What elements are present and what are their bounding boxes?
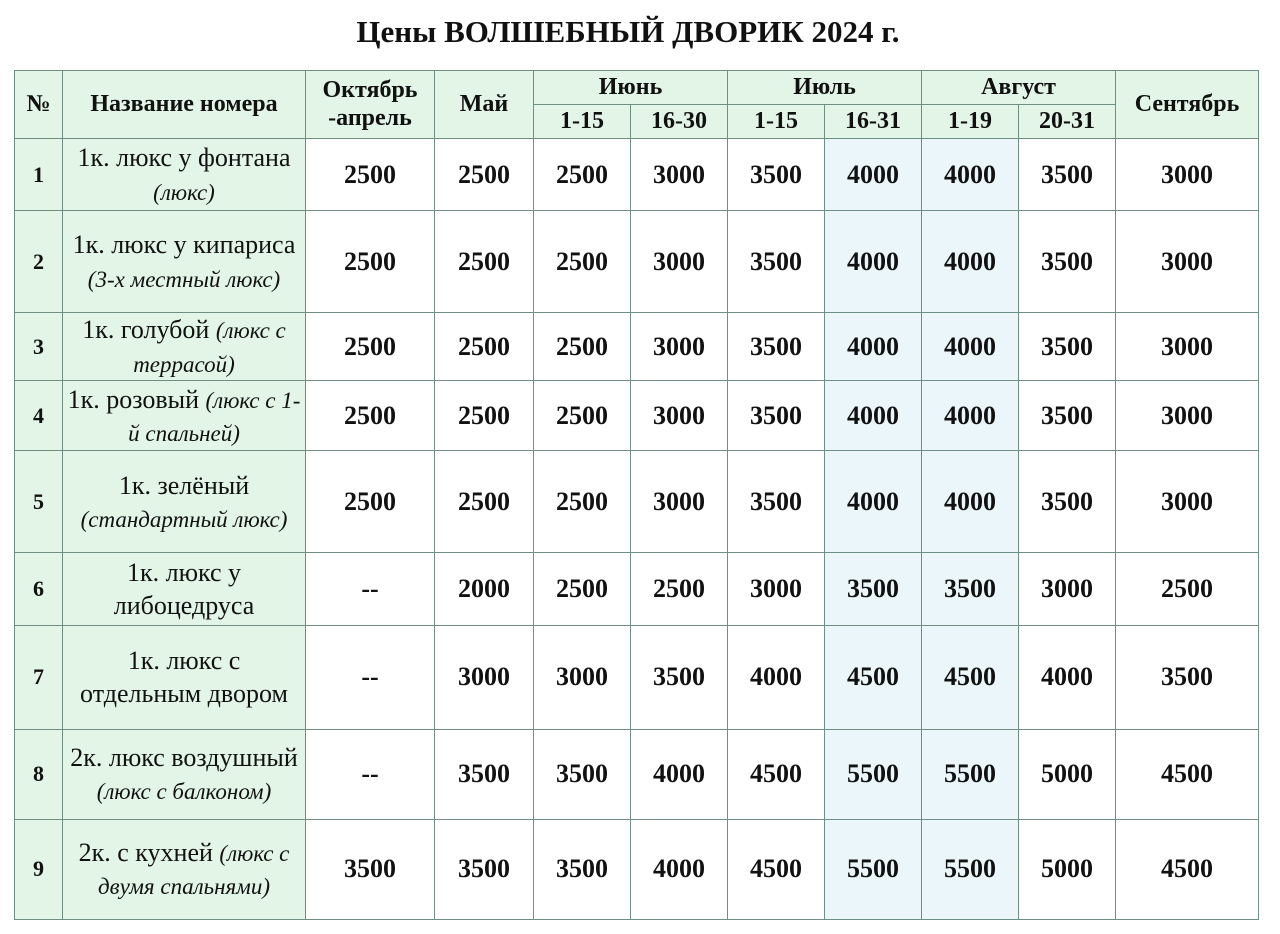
price-cell: 3500 — [1019, 451, 1116, 553]
price-cell: 2500 — [435, 211, 534, 313]
price-cell: 2500 — [534, 553, 631, 625]
room-name: 1к. голубой — [82, 315, 210, 345]
price-cell: 2500 — [435, 313, 534, 381]
price-cell: -- — [306, 729, 435, 819]
price-cell: 5500 — [922, 729, 1019, 819]
price-cell: 3000 — [631, 211, 728, 313]
room-name: 1к. люкс у фонтана — [77, 143, 291, 173]
room-note: (люкс с террасой) — [133, 318, 286, 377]
table-row — [15, 729, 1259, 819]
price-cell: 3000 — [1116, 381, 1259, 451]
price-cell: 2500 — [306, 451, 435, 553]
price-cell: 3000 — [728, 553, 825, 625]
price-cell: 3500 — [435, 819, 534, 919]
header-aug-1-19: 1-19 — [922, 105, 1019, 139]
table-row — [15, 819, 1259, 919]
price-cell: 4500 — [728, 819, 825, 919]
price-cell: 4000 — [825, 451, 922, 553]
row-number: 8 — [15, 729, 63, 819]
row-number: 1 — [15, 139, 63, 211]
header-room-name: Название номера — [63, 71, 306, 139]
header-june-16-30: 16-30 — [631, 105, 728, 139]
price-cell: 2500 — [435, 139, 534, 211]
price-table-body — [15, 139, 1259, 920]
room-name: 1к. зелёный — [118, 470, 250, 500]
price-cell: 3000 — [1019, 553, 1116, 625]
room-name: 2к. с кухней — [78, 838, 213, 868]
header-july-16-31: 16-31 — [825, 105, 922, 139]
price-cell: 2500 — [534, 451, 631, 553]
price-cell: 4500 — [1116, 729, 1259, 819]
table-row — [15, 451, 1259, 553]
price-cell: 2500 — [306, 313, 435, 381]
price-cell: 4000 — [1019, 625, 1116, 729]
price-cell: 3500 — [728, 451, 825, 553]
header-september: Сентябрь — [1116, 71, 1259, 139]
header-august: Август — [922, 71, 1116, 105]
price-cell: 3000 — [534, 625, 631, 729]
table-row — [15, 211, 1259, 313]
price-cell: 4000 — [825, 313, 922, 381]
price-cell: 3500 — [1019, 211, 1116, 313]
price-cell: 3500 — [306, 819, 435, 919]
room-note: (люкс с 1-й спальней) — [128, 387, 301, 446]
header-june: Июнь — [534, 71, 728, 105]
room-name: 2к. люкс воздушный — [70, 742, 298, 772]
room-name-cell — [63, 451, 306, 553]
price-cell: 3500 — [728, 139, 825, 211]
room-note: (люкс с двумя спальнями) — [97, 841, 290, 900]
price-cell: 2500 — [1116, 553, 1259, 625]
price-cell: 5000 — [1019, 819, 1116, 919]
price-cell: 4000 — [631, 819, 728, 919]
price-cell: 2500 — [306, 381, 435, 451]
price-cell: 2500 — [534, 381, 631, 451]
price-cell: 2500 — [306, 211, 435, 313]
price-cell: 4000 — [825, 139, 922, 211]
row-number: 4 — [15, 381, 63, 451]
room-name: 1к. люкс у кипариса — [72, 230, 296, 260]
page-title: Цены ВОЛШЕБНЫЙ ДВОРИК 2024 г. — [356, 14, 900, 49]
price-cell: 4000 — [728, 625, 825, 729]
row-number: 2 — [15, 211, 63, 313]
room-name: 1к. розовый — [67, 384, 200, 414]
price-cell: 3500 — [534, 729, 631, 819]
price-cell: 2500 — [534, 313, 631, 381]
price-cell: 3500 — [1019, 139, 1116, 211]
price-cell: 4000 — [922, 211, 1019, 313]
price-cell: 3500 — [631, 625, 728, 729]
price-cell: 4000 — [922, 313, 1019, 381]
room-name-cell — [63, 313, 306, 381]
room-note: (люкс с балконом) — [96, 779, 272, 805]
price-cell: 4000 — [922, 381, 1019, 451]
row-number: 9 — [15, 819, 63, 919]
price-cell: 3000 — [1116, 139, 1259, 211]
price-cell: 3000 — [631, 381, 728, 451]
room-name-cell — [63, 729, 306, 819]
price-cell: 2500 — [534, 139, 631, 211]
price-cell: 4000 — [825, 211, 922, 313]
price-cell: 4500 — [728, 729, 825, 819]
header-may: Май — [435, 71, 534, 139]
price-cell: 3500 — [1019, 313, 1116, 381]
price-cell: 4000 — [825, 381, 922, 451]
header-aug-20-31: 20-31 — [1019, 105, 1116, 139]
price-cell: 3500 — [825, 553, 922, 625]
room-name-cell — [63, 625, 306, 729]
price-cell: 2500 — [435, 451, 534, 553]
price-cell: 3500 — [1019, 381, 1116, 451]
price-cell: 4000 — [922, 451, 1019, 553]
price-cell: 2500 — [534, 211, 631, 313]
row-number: 6 — [15, 553, 63, 625]
table-row — [15, 625, 1259, 729]
price-cell: 3000 — [631, 451, 728, 553]
price-cell: 4000 — [922, 139, 1019, 211]
price-cell: -- — [306, 553, 435, 625]
price-cell: 3500 — [728, 381, 825, 451]
room-name-cell — [63, 139, 306, 211]
room-name-cell — [63, 211, 306, 313]
price-table — [14, 70, 1259, 920]
price-cell: 2000 — [435, 553, 534, 625]
header-july-1-15: 1-15 — [728, 105, 825, 139]
table-row — [15, 381, 1259, 451]
price-cell: 4500 — [1116, 819, 1259, 919]
header-july: Июль — [728, 71, 922, 105]
header-num: № — [15, 71, 63, 139]
header-june-1-15: 1-15 — [534, 105, 631, 139]
price-cell: 4500 — [825, 625, 922, 729]
price-cell: 3500 — [534, 819, 631, 919]
price-cell: 3500 — [728, 313, 825, 381]
table-row — [15, 313, 1259, 381]
room-name-cell — [63, 819, 306, 919]
price-cell: 3500 — [922, 553, 1019, 625]
price-cell: 3500 — [435, 729, 534, 819]
row-number: 5 — [15, 451, 63, 553]
price-cell: 3500 — [1116, 625, 1259, 729]
price-cell: 4500 — [922, 625, 1019, 729]
room-name: 1к. люкс у либоцедруса — [113, 557, 255, 621]
row-number: 3 — [15, 313, 63, 381]
price-cell: 3000 — [1116, 211, 1259, 313]
table-row — [15, 139, 1259, 211]
price-cell: 5000 — [1019, 729, 1116, 819]
price-cell: 2500 — [631, 553, 728, 625]
price-cell: 2500 — [306, 139, 435, 211]
table-row — [15, 553, 1259, 625]
room-name-cell — [63, 553, 306, 625]
price-cell: 3000 — [1116, 313, 1259, 381]
price-cell: 3000 — [435, 625, 534, 729]
price-cell: 3000 — [631, 313, 728, 381]
price-cell: 5500 — [825, 729, 922, 819]
price-cell: 3500 — [728, 211, 825, 313]
row-number: 7 — [15, 625, 63, 729]
price-cell: 3000 — [1116, 451, 1259, 553]
price-cell: -- — [306, 625, 435, 729]
price-cell: 4000 — [631, 729, 728, 819]
room-note: (стандартный люкс) — [80, 506, 288, 532]
room-note: (люкс) — [153, 179, 215, 205]
header-oct-apr: Октябрь -апрель — [306, 71, 435, 139]
price-cell: 2500 — [435, 381, 534, 451]
price-cell: 5500 — [922, 819, 1019, 919]
room-name: 1к. люкс с отдельным двором — [80, 645, 288, 709]
price-cell: 5500 — [825, 819, 922, 919]
price-cell: 3000 — [631, 139, 728, 211]
room-name-cell — [63, 381, 306, 451]
room-note: (3-х местный люкс) — [87, 266, 281, 292]
